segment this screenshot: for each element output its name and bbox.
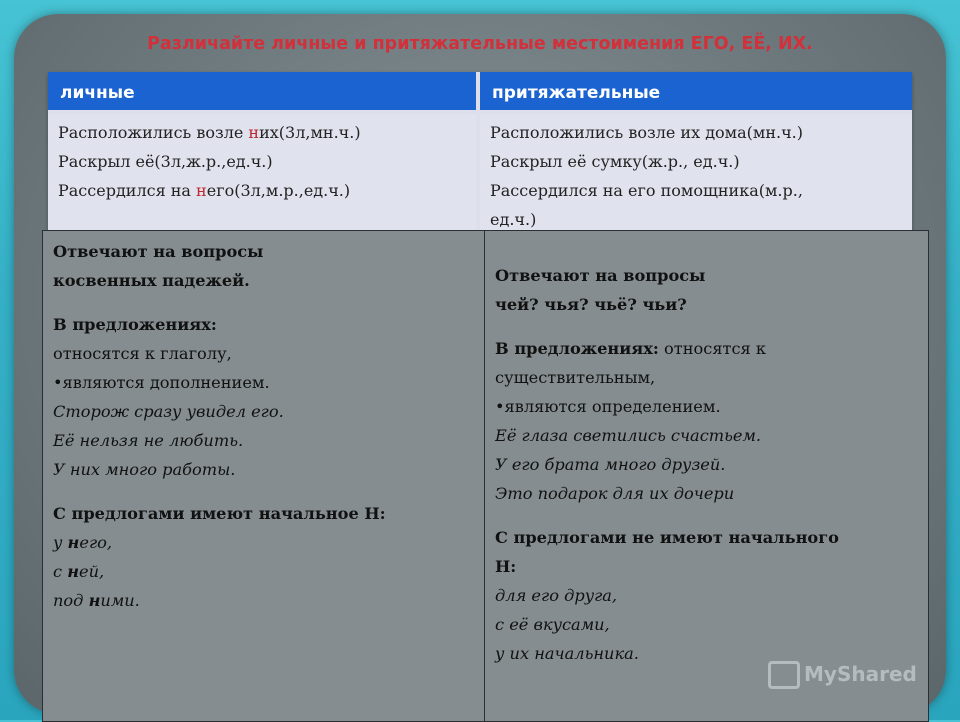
preposition-example: для его друга, (495, 586, 618, 605)
example-sentence: Её нельзя не любить. (53, 431, 244, 450)
possessive-examples-cell (480, 114, 912, 238)
personal-example-row: Раскрыл её(3л,ж.р.,ед.ч.) (58, 152, 273, 171)
sentence-rule-line: В предложениях: относятся к (495, 339, 767, 358)
personal-rules-column (53, 237, 478, 615)
question-line: чей? чья? чьё? чьи? (495, 295, 687, 314)
rules-box (42, 230, 929, 722)
example-sentence: Её глаза светились счастьем. (495, 426, 762, 445)
personal-examples-cell (48, 114, 476, 238)
preposition-example: под ними. (53, 591, 140, 610)
header-possessive: притяжательные (480, 72, 912, 110)
header-personal: личные (48, 72, 476, 110)
example-sentence: Сторож сразу увидел его. (53, 402, 284, 421)
example-sentence: У его брата много друзей. (495, 455, 726, 474)
preposition-example: у их начальника. (495, 644, 639, 663)
preposition-example: у него, (53, 533, 113, 552)
personal-example-row: Рассердился на него(3л,м.р.,ед.ч.) (58, 181, 351, 200)
preposition-heading: С предлогами не имеют начального (495, 528, 839, 547)
rule-line: •являются определением. (495, 397, 721, 416)
comparison-table (48, 72, 912, 238)
rule-line: относятся к глаголу, (53, 344, 232, 363)
preposition-example: с ней, (53, 562, 105, 581)
question-line: косвенных падежей. (53, 271, 250, 290)
rule-line: существительным, (495, 368, 656, 387)
example-sentence: У них много работы. (53, 460, 236, 479)
sentence-heading: В предложениях: (53, 315, 217, 334)
question-line: Отвечают на вопросы (53, 242, 264, 261)
possessive-example-row: Рассердился на его помощника(м.р., (490, 181, 803, 200)
watermark-text: MyShared (804, 662, 917, 686)
rule-line: •являются дополнением. (53, 373, 270, 392)
watermark (768, 658, 924, 690)
question-line: Отвечают на вопросы (495, 266, 706, 285)
preposition-heading: Н: (495, 557, 517, 576)
preposition-example: с её вкусами, (495, 615, 610, 634)
possessive-example-row: Расположились возле их дома(мн.ч.) (490, 123, 803, 142)
column-divider (484, 231, 485, 721)
slide-title: Различайте личные и притяжательные местоимения ЕГО, ЕЁ, ИХ. (147, 34, 813, 54)
possessive-rules-column (495, 261, 920, 668)
possessive-example-row: ед.ч.) (490, 210, 537, 229)
presentation-icon (768, 661, 800, 689)
example-sentence: Это подарок для их дочери (495, 484, 735, 503)
possessive-example-row: Раскрыл её сумку(ж.р., ед.ч.) (490, 152, 740, 171)
personal-example-row: Расположились возле них(3л,мн.ч.) (58, 123, 361, 142)
preposition-heading: С предлогами имеют начальное Н: (53, 504, 386, 523)
